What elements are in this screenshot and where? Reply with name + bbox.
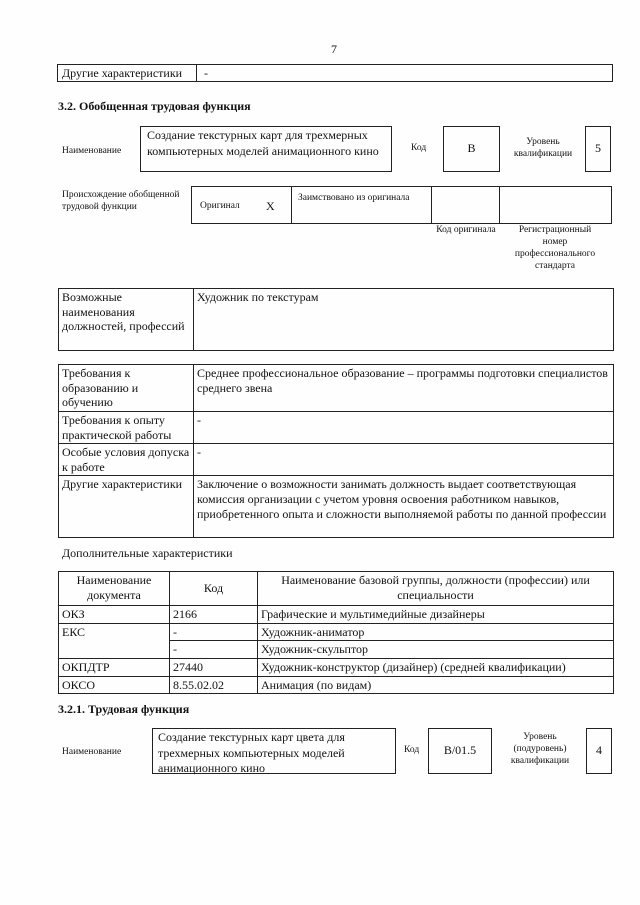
- table-row: [59, 623, 614, 641]
- subsection-title: 3.2.1. Трудовая функция: [58, 702, 190, 716]
- requirements-table: [58, 364, 614, 538]
- table-row: [59, 606, 614, 624]
- lf-level-label: Уровень (подуровень) квалификации: [510, 732, 570, 766]
- origin-label: Происхождение обобщенной трудовой функции: [62, 190, 180, 212]
- row-code: 8.55.02.02: [170, 676, 258, 694]
- requirements-row-experience: [59, 411, 614, 443]
- top-row-label: Другие характеристики: [62, 66, 183, 80]
- origin-divider-2: [431, 187, 432, 223]
- gf-level-label: Уровень квалификации: [513, 137, 573, 159]
- header-code: Код: [170, 572, 258, 606]
- code-original-caption: Код оригинала: [436, 225, 496, 235]
- requirements-label: Другие характеристики: [59, 476, 194, 538]
- top-characteristics-row: [57, 64, 613, 82]
- origin-original-mark: X: [266, 199, 275, 213]
- gf-level-box: [585, 126, 611, 172]
- positions-value: Художник по текстурам: [194, 289, 614, 351]
- additional-header-row: [59, 572, 614, 606]
- lf-name-box: [152, 728, 396, 774]
- origin-borrowed-label: Заимствовано из оригинала: [298, 193, 410, 203]
- row-name: Художник-конструктор (дизайнер) (средней квалификации): [258, 658, 614, 676]
- table-row: [59, 641, 614, 659]
- lf-level-box: [586, 728, 612, 774]
- requirements-label: Требования к опыту практической работы: [59, 411, 194, 443]
- origin-divider-1: [291, 187, 292, 223]
- reg-number-caption: Регистрационный номер профессионального стандарта: [514, 225, 596, 271]
- requirements-value: Заключение о возможности занимать должность выдает соответствующая комиссия организации с учетом уровня освоения работником навыков, приобретенного опыта и сложности выполняемой работы по данной профессии: [194, 476, 614, 538]
- positions-label: Возможные наименования должностей, профессий: [59, 289, 194, 351]
- row-doc: ОКЗ: [59, 606, 170, 624]
- row-code: 27440: [170, 658, 258, 676]
- gf-code-label: Код: [411, 143, 427, 153]
- row-name: Художник-аниматор: [258, 623, 614, 641]
- requirements-value: Среднее профессиональное образование – программы подготовки специалистов среднего звена: [194, 365, 614, 412]
- positions-row: [59, 289, 614, 351]
- origin-table: [191, 186, 612, 224]
- table-row: [59, 676, 614, 694]
- lf-level-value: 4: [596, 743, 602, 758]
- header-document: Наименование документа: [59, 572, 170, 606]
- gf-name-label: Наименование: [62, 146, 122, 156]
- additional-table: [58, 571, 614, 694]
- positions-table: [58, 288, 614, 351]
- row-doc: [59, 641, 170, 659]
- row-name: Художник-скульптор: [258, 641, 614, 659]
- requirements-row-other: [59, 476, 614, 538]
- gf-name-value: Создание текстурных карт для трехмерных компьютерных моделей анимационного кино: [147, 128, 379, 158]
- row-code: -: [170, 623, 258, 641]
- section-title: 3.2. Обобщенная трудовая функция: [58, 99, 251, 113]
- row-doc: ЕКС: [59, 623, 170, 641]
- page-number: 7: [331, 42, 337, 56]
- origin-divider-3: [499, 187, 500, 223]
- lf-code-value: B/01.5: [443, 743, 477, 758]
- gf-name-box: [140, 126, 392, 172]
- row-code: 2166: [170, 606, 258, 624]
- row-name: Анимация (по видам): [258, 676, 614, 694]
- requirements-label: Требования к образованию и обучению: [59, 365, 194, 412]
- row-code: -: [170, 641, 258, 659]
- row-doc: ОКПДТР: [59, 658, 170, 676]
- top-row-divider: [196, 65, 197, 81]
- requirements-row-education: [59, 365, 614, 412]
- lf-code-label: Код: [404, 745, 420, 755]
- requirements-value: -: [194, 444, 614, 476]
- header-name: Наименование базовой группы, должности (профессии) или специальности: [258, 572, 614, 606]
- origin-original-label: Оригинал: [200, 201, 240, 211]
- gf-level-value: 5: [595, 141, 601, 156]
- additional-title: Дополнительные характеристики: [62, 546, 233, 560]
- lf-name-value: Создание текстурных карт цвета для трехмерных компьютерных моделей анимационного кино: [158, 730, 345, 776]
- table-row: [59, 658, 614, 676]
- gf-code-value: B: [467, 141, 476, 156]
- top-row-value: -: [204, 66, 208, 80]
- gf-code-box: [443, 126, 500, 172]
- lf-name-label: Наименование: [62, 747, 122, 757]
- lf-code-box: [428, 728, 492, 774]
- requirements-label: Особые условия допуска к работе: [59, 444, 194, 476]
- requirements-row-special: [59, 444, 614, 476]
- row-doc: ОКСО: [59, 676, 170, 694]
- row-name: Графические и мультимедийные дизайнеры: [258, 606, 614, 624]
- requirements-value: -: [194, 411, 614, 443]
